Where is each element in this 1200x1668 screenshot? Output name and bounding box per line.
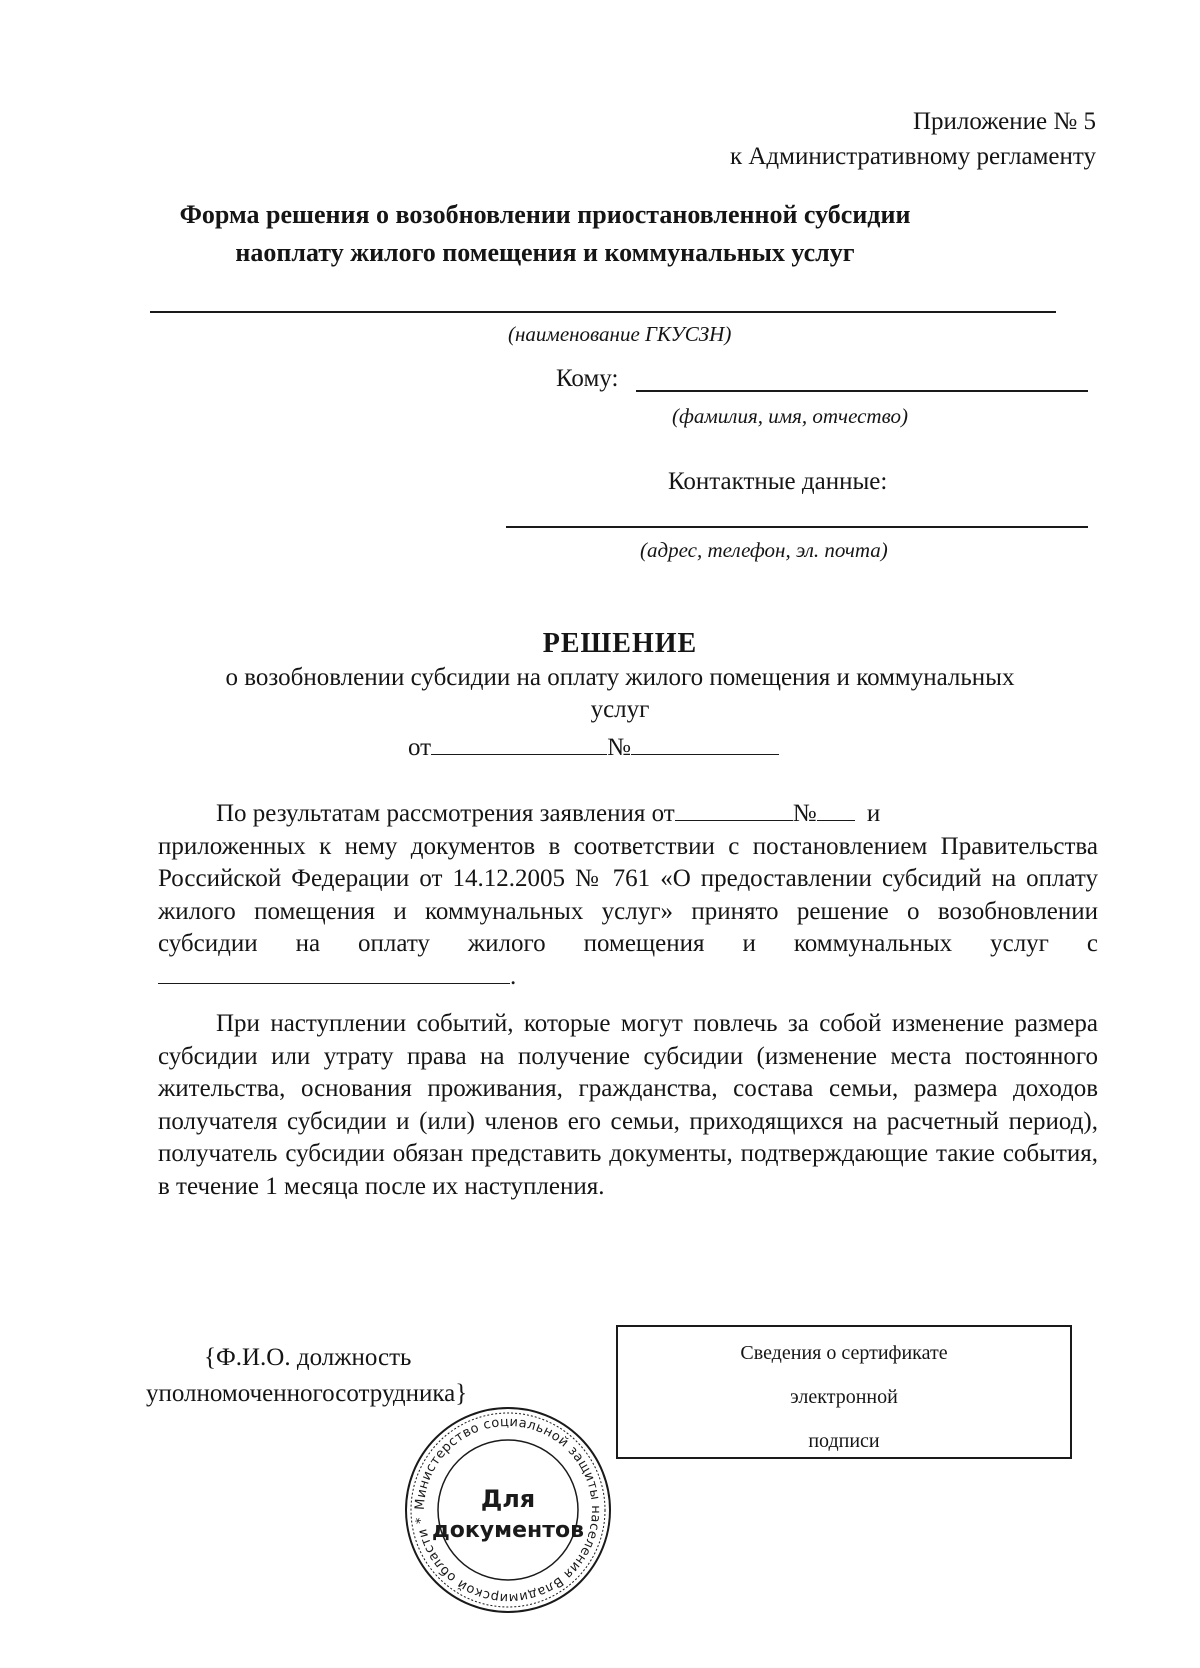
certificate-line1: Сведения о сертификате <box>740 1342 948 1364</box>
recipient-line <box>636 390 1088 392</box>
paragraph-1 <box>158 798 1098 993</box>
form-title-line2: наоплату жилого помещения и коммунальных услуг <box>235 238 855 267</box>
certificate-line2: электронной <box>790 1386 898 1408</box>
paragraph-1-body: приложенных к нему документов в соответствии с постановлением Правительства Российской Федерации от 14.12.2005 № 761 «О предоставлении субсидий на оплату жилого помещения и коммунальных услуг» принято решение о возобновлении субсидии на оплату жилого помещения и коммунальных услуг с <box>158 832 1098 957</box>
paragraph-2: При наступлении событий, которые могут повлечь за собой изменение размера субсидии или утрату права на получение субсидии (изменение места постоянного жительства, основания проживания, гражданства, состава семьи, размера доходов получателя субсидии и (или) членов его семьи, приходящихся на расчетный период), получатель субсидии обязан представить документы, подтверждающие такие события, в течение 1 месяца после их наступления. <box>158 1010 1098 1200</box>
seal-ring-text: Министерство социальной защиты населения Владимирской области * <box>412 1414 604 1606</box>
contacts-label: Контактные данные: <box>668 468 888 495</box>
seal-center-line1: Для <box>480 1485 536 1513</box>
decision-number-prefix: № <box>607 734 631 761</box>
certificate-text <box>618 1327 1070 1463</box>
appendix-header <box>730 104 1096 174</box>
resume-date-line <box>158 961 510 984</box>
signer-block <box>146 1340 467 1412</box>
form-title-line1: Форма решения о возобновлении приостановленной субсидии <box>179 200 911 229</box>
decision-subtitle <box>150 662 1090 726</box>
paragraph-1-end: . <box>510 962 517 990</box>
signature-certificate-box <box>616 1325 1072 1459</box>
decision-subtitle-line1: о возобновлении субсидии на оплату жилого помещения и коммунальных <box>225 664 1015 691</box>
decision-date-number <box>408 732 779 762</box>
recipient-label: Кому: <box>556 365 619 392</box>
org-name-line <box>150 311 1056 313</box>
application-number-sign: № <box>792 800 817 827</box>
contacts-line <box>506 526 1088 528</box>
decision-date-line <box>431 732 607 755</box>
decision-subtitle-line2: услуг <box>590 696 650 723</box>
form-title <box>150 196 940 272</box>
appendix-reference: к Административному регламенту <box>729 143 1096 170</box>
paragraph-1-prefix: По результатам рассмотрения заявления от <box>216 800 675 827</box>
decision-date-prefix: от <box>408 734 432 761</box>
paragraph-1-body-wrap <box>158 831 1098 994</box>
certificate-line3: подписи <box>808 1430 880 1452</box>
decision-title: РЕШЕНИЕ <box>542 628 698 659</box>
seal-center-line2: документов <box>431 1518 585 1543</box>
application-date-line <box>675 798 793 821</box>
signer-line1: {Ф.И.О. должность <box>204 1344 412 1371</box>
org-name-caption: (наименование ГКУСЗН) <box>508 322 732 346</box>
paragraph-1-first-line <box>158 798 1098 831</box>
application-number-line <box>817 798 855 821</box>
signer-line2: уполномоченногосотрудника} <box>146 1380 468 1407</box>
decision-number-line <box>631 732 779 755</box>
recipient-caption: (фамилия, имя, отчество) <box>672 404 908 428</box>
official-seal <box>403 1405 613 1615</box>
appendix-number: Приложение № 5 <box>912 108 1096 135</box>
paragraph-1-conjunction: и <box>866 800 881 827</box>
contacts-caption: (адрес, телефон, эл. почта) <box>640 538 888 562</box>
